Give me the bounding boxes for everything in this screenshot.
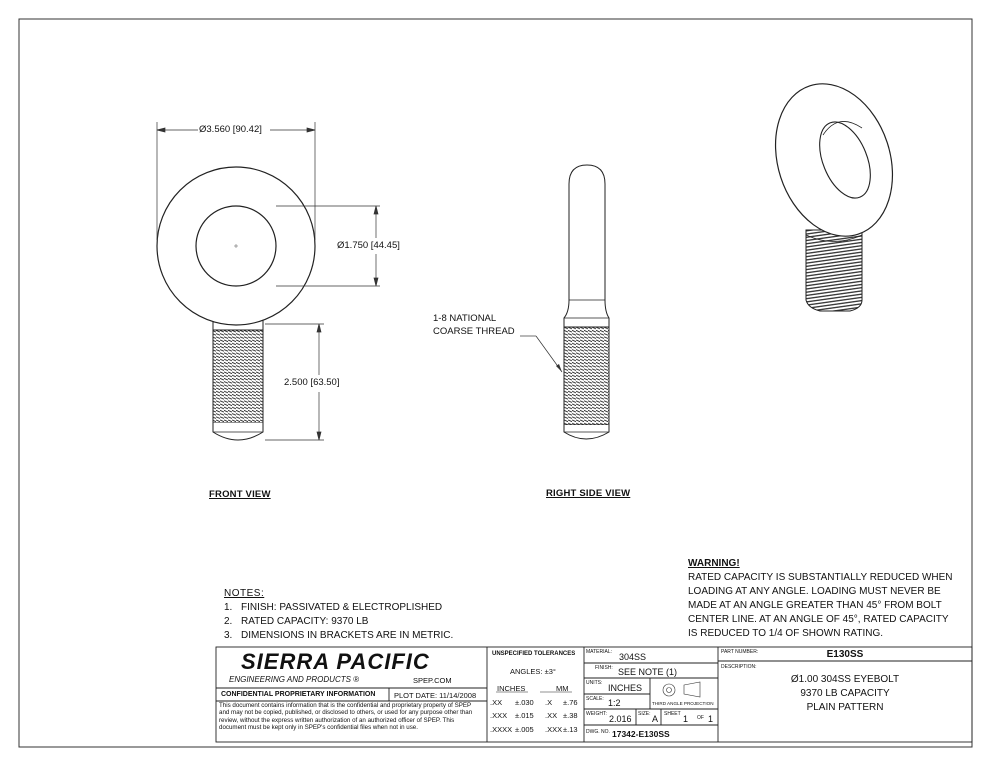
note-item: 2. RATED CAPACITY: 9370 LB: [224, 616, 369, 627]
sheet-label: SHEET: [664, 711, 681, 717]
registered-mark: ®: [353, 675, 360, 684]
note-item: 1. FINISH: PASSIVATED & ELECTROPLISHED: [224, 602, 443, 613]
tolerances-heading: UNSPECIFIED TOLERANCES: [492, 651, 576, 657]
tol-mm-format: .XXX: [545, 725, 563, 734]
thread-callout: [433, 312, 515, 338]
front-view-title: FRONT VIEW: [209, 489, 271, 500]
units-label: UNITS:: [586, 680, 603, 686]
description-label: DESCRIPTION:: [721, 664, 757, 670]
part-number-value: E130SS: [826, 649, 864, 660]
projection-label: THIRD ANGLE PROJECTION: [652, 701, 714, 706]
side-view-title: RIGHT SIDE VIEW: [546, 488, 631, 499]
material-value: 304SS: [619, 652, 647, 662]
projection-symbol: [663, 682, 700, 697]
part-number-label: PART NUMBER:: [721, 649, 759, 655]
tol-in-format: .XX: [490, 698, 503, 707]
sheet-total: 1: [708, 714, 714, 724]
units-value: INCHES: [608, 683, 643, 693]
tol-in-format: .XXXX: [490, 725, 513, 734]
description-line: PLAIN PATTERN: [806, 702, 884, 713]
description-block: [718, 673, 972, 715]
company-name: SIERRA PACIFIC: [241, 649, 430, 674]
tol-in-value: ±.030: [515, 698, 534, 707]
inches-column-label: INCHES: [497, 684, 526, 693]
angles-tolerance: ANGLES: ±3°: [510, 667, 556, 676]
warning-block: [688, 557, 958, 641]
description-line: 9370 LB CAPACITY: [800, 688, 890, 699]
side-view-drawing: [520, 165, 609, 439]
tol-in-format: .XXX: [490, 711, 508, 720]
front-view-drawing: [157, 167, 315, 440]
isometric-view-drawing: [757, 69, 912, 311]
scale-label: SCALE:: [586, 696, 604, 702]
warning-line: MADE AT AN ANGLE GREATER THAN 45° FROM BOLT: [688, 600, 942, 611]
of-label: OF: [697, 715, 704, 721]
warning-line: CENTER LINE. AT AN ANGLE OF 45°, RATED CAPACITY: [688, 614, 949, 625]
company-subtitle: ENGINEERING AND PRODUCTS ®: [229, 675, 360, 684]
confidential-label: CONFIDENTIAL PROPRIETARY INFORMATION: [221, 691, 376, 698]
notes-block: [224, 587, 453, 643]
finish-label: FINISH:: [595, 665, 613, 671]
weight-value: 2.016: [609, 714, 632, 724]
warning-heading: WARNING!: [688, 558, 740, 569]
description-line: Ø1.00 304SS EYEBOLT: [790, 674, 900, 685]
weight-label: WEIGHT:: [586, 711, 607, 717]
size-label: SIZE:: [638, 711, 651, 717]
material-label: MATERIAL:: [586, 649, 613, 655]
company-website: SPEP.COM: [413, 676, 452, 685]
dwg-no-label: DWG. NO.: [586, 729, 610, 735]
inner-diameter-dim: Ø1.750 [44.45]: [337, 240, 400, 251]
thread-callout-line1: 1-8 NATIONAL: [433, 313, 497, 324]
warning-line: LOADING AT ANY ANGLE. LOADING MUST NEVER BE: [688, 586, 941, 597]
confidential-text: This document contains information that is the confidential and proprietary property of SPEP and may not be copied, published, or disclosed to others, or used for any purpose other than review, without the express written authorization of an authorized officer of SPEP. This document must be kept only in SPEP's confidential files when not in use.: [219, 702, 473, 732]
notes-heading: NOTES:: [224, 588, 265, 599]
dwg-no-value: 17342-E130SS: [612, 729, 670, 739]
tol-mm-value: ±.38: [563, 711, 578, 720]
tol-mm-format: .X: [545, 698, 553, 707]
thread-callout-line2: COARSE THREAD: [433, 326, 515, 337]
mm-column-label: MM: [556, 684, 569, 693]
size-value: A: [652, 714, 659, 724]
shank-length-dim: 2.500 [63.50]: [284, 377, 340, 388]
tol-in-value: ±.015: [515, 711, 534, 720]
warning-line: RATED CAPACITY IS SUBSTANTIALLY REDUCED WHEN: [688, 572, 953, 583]
outer-diameter-dim: Ø3.560 [90.42]: [199, 124, 262, 135]
scale-value: 1:2: [608, 698, 621, 708]
warning-line: IS REDUCED TO 1/4 OF SHOWN RATING.: [688, 628, 884, 639]
tol-mm-value: ±.76: [563, 698, 578, 707]
finish-value: SEE NOTE (1): [618, 667, 678, 677]
plot-date: PLOT DATE: 11/14/2008: [394, 691, 477, 700]
tol-mm-format: .XX: [545, 711, 558, 720]
note-item: 3. DIMENSIONS IN BRACKETS ARE IN METRIC.: [224, 630, 454, 641]
tol-mm-value: ±.13: [563, 725, 578, 734]
tol-in-value: ±.005: [515, 725, 534, 734]
sheet-value: 1: [683, 714, 689, 724]
